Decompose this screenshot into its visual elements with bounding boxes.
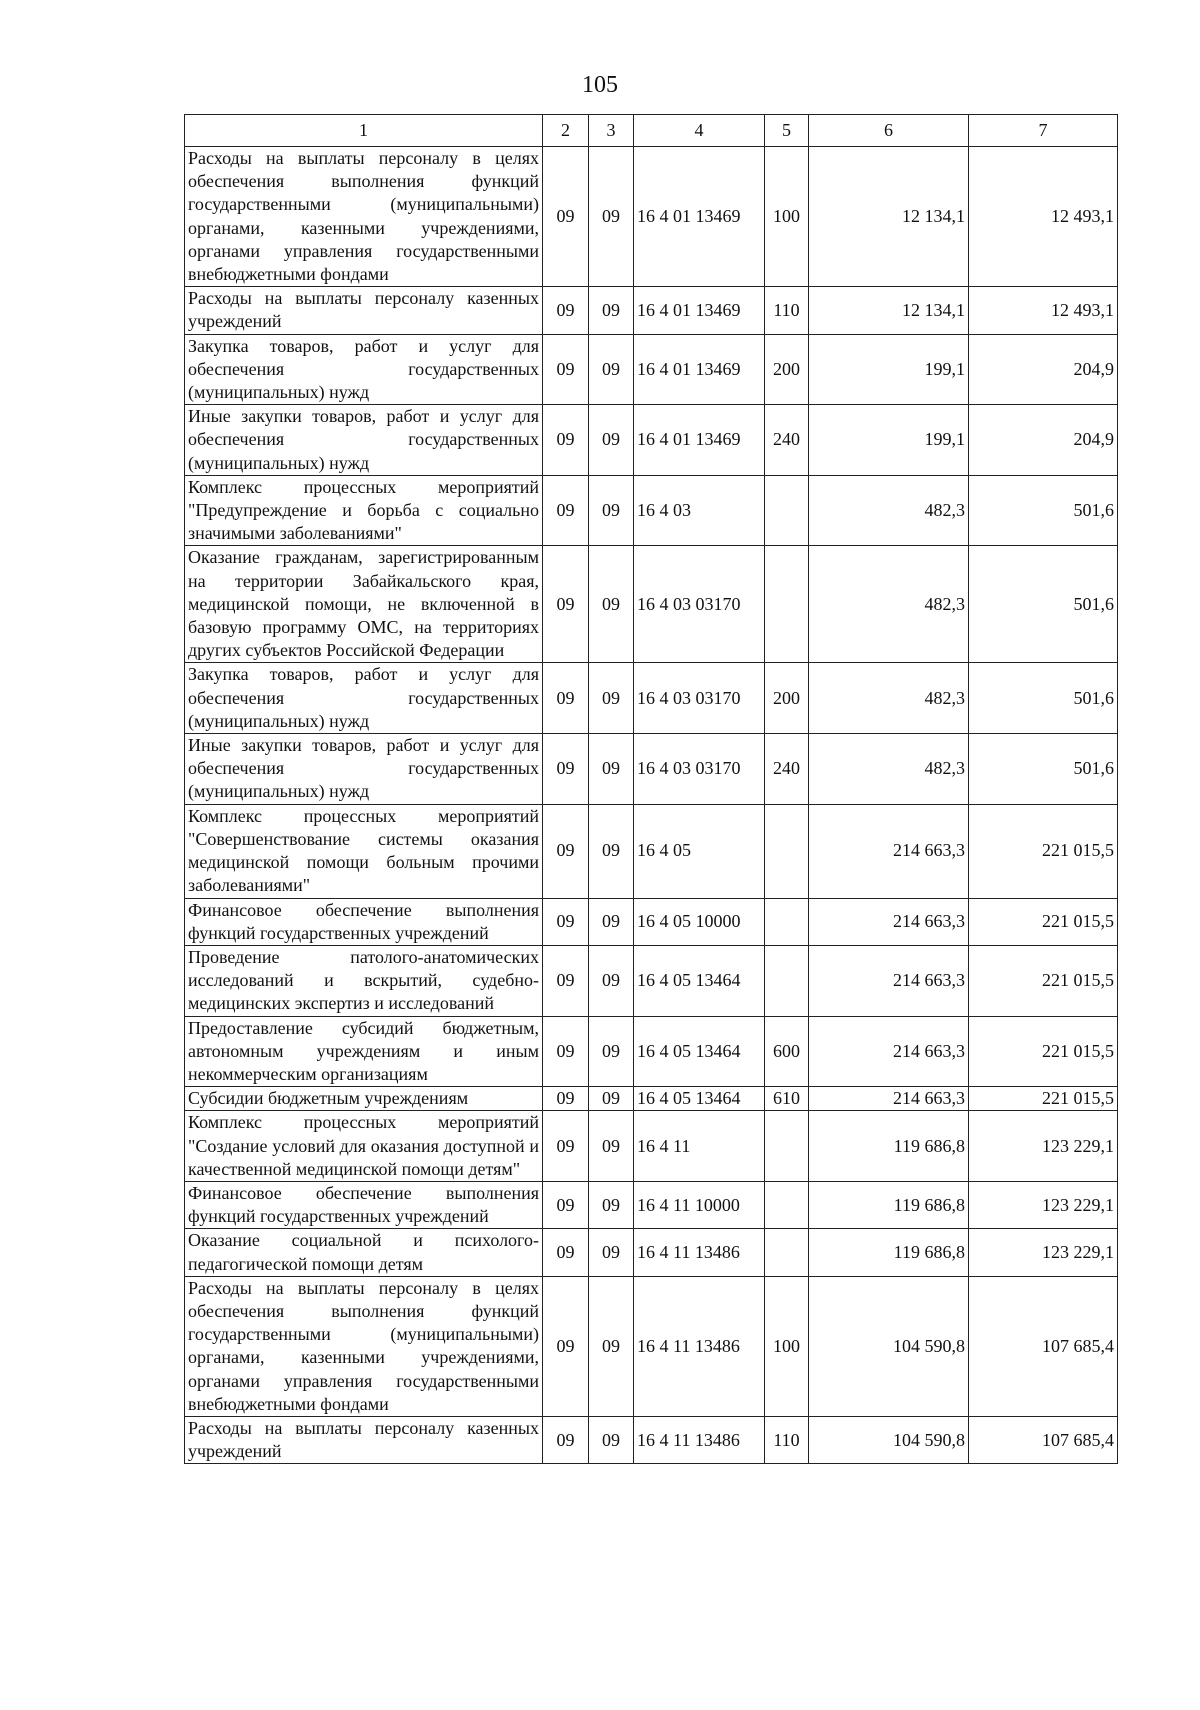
cell-amount-year-1: 119 686,8 bbox=[809, 1181, 969, 1228]
cell-expense-type: 100 bbox=[765, 1276, 809, 1416]
cell-name: Предоставление субсидий бюджетным, автономным учреждениям и иным некоммерческим организациям bbox=[185, 1016, 543, 1087]
table-row bbox=[185, 1016, 1118, 1087]
cell-target-article: 16 4 03 bbox=[634, 475, 765, 546]
cell-section: 09 bbox=[543, 1229, 589, 1276]
cell-amount-year-2: 221 015,5 bbox=[969, 945, 1118, 1016]
cell-amount-year-1: 214 663,3 bbox=[809, 1016, 969, 1087]
cell-name: Комплекс процессных мероприятий "Совершенствование системы оказания медицинской помощи больным прочими заболеваниями" bbox=[185, 804, 543, 898]
cell-subsection: 09 bbox=[589, 898, 634, 945]
cell-name: Расходы на выплаты персоналу казенных учреждений bbox=[185, 287, 543, 334]
table-header-row bbox=[185, 115, 1118, 147]
cell-target-article: 16 4 11 13486 bbox=[634, 1276, 765, 1416]
cell-target-article: 16 4 03 03170 bbox=[634, 734, 765, 805]
cell-name: Закупка товаров, работ и услуг для обеспечения государственных (муниципальных) нужд bbox=[185, 663, 543, 734]
cell-section: 09 bbox=[543, 663, 589, 734]
cell-expense-type: 200 bbox=[765, 663, 809, 734]
cell-subsection: 09 bbox=[589, 546, 634, 663]
cell-amount-year-2: 107 685,4 bbox=[969, 1416, 1118, 1463]
table-row bbox=[185, 1416, 1118, 1463]
cell-expense-type bbox=[765, 804, 809, 898]
cell-section: 09 bbox=[543, 1276, 589, 1416]
cell-subsection: 09 bbox=[589, 1111, 634, 1182]
cell-amount-year-1: 12 134,1 bbox=[809, 147, 969, 287]
cell-amount-year-2: 107 685,4 bbox=[969, 1276, 1118, 1416]
cell-target-article: 16 4 01 13469 bbox=[634, 405, 765, 476]
cell-target-article: 16 4 03 03170 bbox=[634, 663, 765, 734]
cell-amount-year-2: 204,9 bbox=[969, 334, 1118, 405]
cell-amount-year-2: 501,6 bbox=[969, 546, 1118, 663]
cell-section: 09 bbox=[543, 1087, 589, 1111]
table-row bbox=[185, 663, 1118, 734]
cell-expense-type: 100 bbox=[765, 147, 809, 287]
cell-section: 09 bbox=[543, 334, 589, 405]
cell-amount-year-2: 123 229,1 bbox=[969, 1181, 1118, 1228]
cell-section: 09 bbox=[543, 1016, 589, 1087]
cell-section: 09 bbox=[543, 287, 589, 334]
table-row bbox=[185, 1111, 1118, 1182]
table-row bbox=[185, 405, 1118, 476]
cell-target-article: 16 4 11 10000 bbox=[634, 1181, 765, 1228]
table-row bbox=[185, 1181, 1118, 1228]
cell-expense-type: 610 bbox=[765, 1087, 809, 1111]
table-body bbox=[185, 147, 1118, 1464]
cell-expense-type bbox=[765, 1111, 809, 1182]
cell-amount-year-2: 123 229,1 bbox=[969, 1111, 1118, 1182]
cell-section: 09 bbox=[543, 405, 589, 476]
cell-amount-year-1: 12 134,1 bbox=[809, 287, 969, 334]
cell-subsection: 09 bbox=[589, 287, 634, 334]
cell-section: 09 bbox=[543, 1416, 589, 1463]
cell-amount-year-1: 104 590,8 bbox=[809, 1416, 969, 1463]
cell-subsection: 09 bbox=[589, 334, 634, 405]
cell-name: Субсидии бюджетным учреждениям bbox=[185, 1087, 543, 1111]
cell-amount-year-2: 12 493,1 bbox=[969, 147, 1118, 287]
cell-subsection: 09 bbox=[589, 804, 634, 898]
column-header-6: 6 bbox=[809, 115, 969, 147]
cell-section: 09 bbox=[543, 546, 589, 663]
cell-amount-year-2: 204,9 bbox=[969, 405, 1118, 476]
table-row bbox=[185, 898, 1118, 945]
cell-expense-type bbox=[765, 546, 809, 663]
cell-amount-year-1: 482,3 bbox=[809, 734, 969, 805]
cell-target-article: 16 4 01 13469 bbox=[634, 147, 765, 287]
table-row bbox=[185, 334, 1118, 405]
table-row bbox=[185, 1229, 1118, 1276]
cell-amount-year-1: 119 686,8 bbox=[809, 1111, 969, 1182]
budget-table bbox=[184, 114, 1118, 1464]
cell-target-article: 16 4 05 bbox=[634, 804, 765, 898]
cell-expense-type bbox=[765, 945, 809, 1016]
column-header-7: 7 bbox=[969, 115, 1118, 147]
cell-expense-type: 110 bbox=[765, 287, 809, 334]
cell-amount-year-1: 482,3 bbox=[809, 546, 969, 663]
cell-amount-year-2: 501,6 bbox=[969, 475, 1118, 546]
cell-expense-type bbox=[765, 1229, 809, 1276]
cell-target-article: 16 4 11 13486 bbox=[634, 1416, 765, 1463]
cell-name: Закупка товаров, работ и услуг для обеспечения государственных (муниципальных) нужд bbox=[185, 334, 543, 405]
cell-target-article: 16 4 05 13464 bbox=[634, 945, 765, 1016]
cell-name: Расходы на выплаты персоналу в целях обеспечения выполнения функций государственными (муниципальными) органами, казенными учреждениями, органами управления государственными внебюджетными фондами bbox=[185, 1276, 543, 1416]
cell-amount-year-1: 482,3 bbox=[809, 663, 969, 734]
cell-expense-type bbox=[765, 1181, 809, 1228]
table-row bbox=[185, 147, 1118, 287]
table-row bbox=[185, 1276, 1118, 1416]
cell-name: Оказание гражданам, зарегистрированным на территории Забайкальского края, медицинской помощи, не включенной в базовую программу ОМС, на территориях других субъектов Российской Федерации bbox=[185, 546, 543, 663]
cell-subsection: 09 bbox=[589, 945, 634, 1016]
table-row bbox=[185, 1087, 1118, 1111]
column-header-2: 2 bbox=[543, 115, 589, 147]
cell-target-article: 16 4 03 03170 bbox=[634, 546, 765, 663]
cell-expense-type bbox=[765, 898, 809, 945]
cell-target-article: 16 4 11 bbox=[634, 1111, 765, 1182]
cell-amount-year-1: 199,1 bbox=[809, 334, 969, 405]
page-number: 105 bbox=[582, 72, 618, 98]
cell-amount-year-1: 214 663,3 bbox=[809, 898, 969, 945]
table-row bbox=[185, 546, 1118, 663]
cell-name: Финансовое обеспечение выполнения функций государственных учреждений bbox=[185, 898, 543, 945]
table-row bbox=[185, 945, 1118, 1016]
cell-subsection: 09 bbox=[589, 475, 634, 546]
cell-amount-year-2: 221 015,5 bbox=[969, 1016, 1118, 1087]
cell-name: Иные закупки товаров, работ и услуг для обеспечения государственных (муниципальных) нужд bbox=[185, 734, 543, 805]
cell-section: 09 bbox=[543, 804, 589, 898]
cell-name: Расходы на выплаты персоналу казенных учреждений bbox=[185, 1416, 543, 1463]
cell-expense-type: 600 bbox=[765, 1016, 809, 1087]
table-row bbox=[185, 475, 1118, 546]
cell-target-article: 16 4 01 13469 bbox=[634, 334, 765, 405]
cell-amount-year-1: 482,3 bbox=[809, 475, 969, 546]
cell-expense-type: 240 bbox=[765, 734, 809, 805]
cell-amount-year-1: 199,1 bbox=[809, 405, 969, 476]
cell-expense-type: 110 bbox=[765, 1416, 809, 1463]
cell-target-article: 16 4 11 13486 bbox=[634, 1229, 765, 1276]
cell-amount-year-2: 123 229,1 bbox=[969, 1229, 1118, 1276]
cell-subsection: 09 bbox=[589, 405, 634, 476]
cell-expense-type bbox=[765, 475, 809, 546]
cell-subsection: 09 bbox=[589, 1229, 634, 1276]
cell-section: 09 bbox=[543, 1181, 589, 1228]
cell-subsection: 09 bbox=[589, 1416, 634, 1463]
cell-subsection: 09 bbox=[589, 1276, 634, 1416]
cell-target-article: 16 4 05 10000 bbox=[634, 898, 765, 945]
cell-amount-year-2: 501,6 bbox=[969, 734, 1118, 805]
cell-name: Проведение патолого-анатомических исследований и вскрытий, судебно-медицинских экспертиз и исследований bbox=[185, 945, 543, 1016]
cell-amount-year-1: 214 663,3 bbox=[809, 1087, 969, 1111]
cell-amount-year-2: 501,6 bbox=[969, 663, 1118, 734]
cell-subsection: 09 bbox=[589, 1016, 634, 1087]
cell-amount-year-1: 214 663,3 bbox=[809, 945, 969, 1016]
column-header-3: 3 bbox=[589, 115, 634, 147]
cell-target-article: 16 4 05 13464 bbox=[634, 1087, 765, 1111]
cell-name: Иные закупки товаров, работ и услуг для обеспечения государственных (муниципальных) нужд bbox=[185, 405, 543, 476]
cell-section: 09 bbox=[543, 898, 589, 945]
cell-name: Оказание социальной и психолого-педагогической помощи детям bbox=[185, 1229, 543, 1276]
cell-amount-year-1: 104 590,8 bbox=[809, 1276, 969, 1416]
cell-subsection: 09 bbox=[589, 1181, 634, 1228]
cell-section: 09 bbox=[543, 1111, 589, 1182]
cell-section: 09 bbox=[543, 734, 589, 805]
cell-name: Финансовое обеспечение выполнения функций государственных учреждений bbox=[185, 1181, 543, 1228]
column-header-5: 5 bbox=[765, 115, 809, 147]
table-row bbox=[185, 734, 1118, 805]
cell-section: 09 bbox=[543, 475, 589, 546]
cell-amount-year-2: 221 015,5 bbox=[969, 898, 1118, 945]
column-header-4: 4 bbox=[634, 115, 765, 147]
cell-subsection: 09 bbox=[589, 1087, 634, 1111]
cell-subsection: 09 bbox=[589, 147, 634, 287]
cell-subsection: 09 bbox=[589, 734, 634, 805]
cell-amount-year-2: 221 015,5 bbox=[969, 1087, 1118, 1111]
cell-expense-type: 240 bbox=[765, 405, 809, 476]
table-row bbox=[185, 287, 1118, 334]
cell-amount-year-2: 12 493,1 bbox=[969, 287, 1118, 334]
cell-subsection: 09 bbox=[589, 663, 634, 734]
cell-name: Расходы на выплаты персоналу в целях обеспечения выполнения функций государственными (муниципальными) органами, казенными учреждениями, органами управления государственными внебюджетными фондами bbox=[185, 147, 543, 287]
cell-amount-year-2: 221 015,5 bbox=[969, 804, 1118, 898]
cell-target-article: 16 4 01 13469 bbox=[634, 287, 765, 334]
cell-name: Комплекс процессных мероприятий "Предупреждение и борьба с социально значимыми заболеваниями" bbox=[185, 475, 543, 546]
cell-target-article: 16 4 05 13464 bbox=[634, 1016, 765, 1087]
table-row bbox=[185, 804, 1118, 898]
cell-name: Комплекс процессных мероприятий "Создание условий для оказания доступной и качественной медицинской помощи детям" bbox=[185, 1111, 543, 1182]
cell-section: 09 bbox=[543, 147, 589, 287]
cell-amount-year-1: 214 663,3 bbox=[809, 804, 969, 898]
column-header-1: 1 bbox=[185, 115, 543, 147]
cell-amount-year-1: 119 686,8 bbox=[809, 1229, 969, 1276]
cell-expense-type: 200 bbox=[765, 334, 809, 405]
cell-section: 09 bbox=[543, 945, 589, 1016]
